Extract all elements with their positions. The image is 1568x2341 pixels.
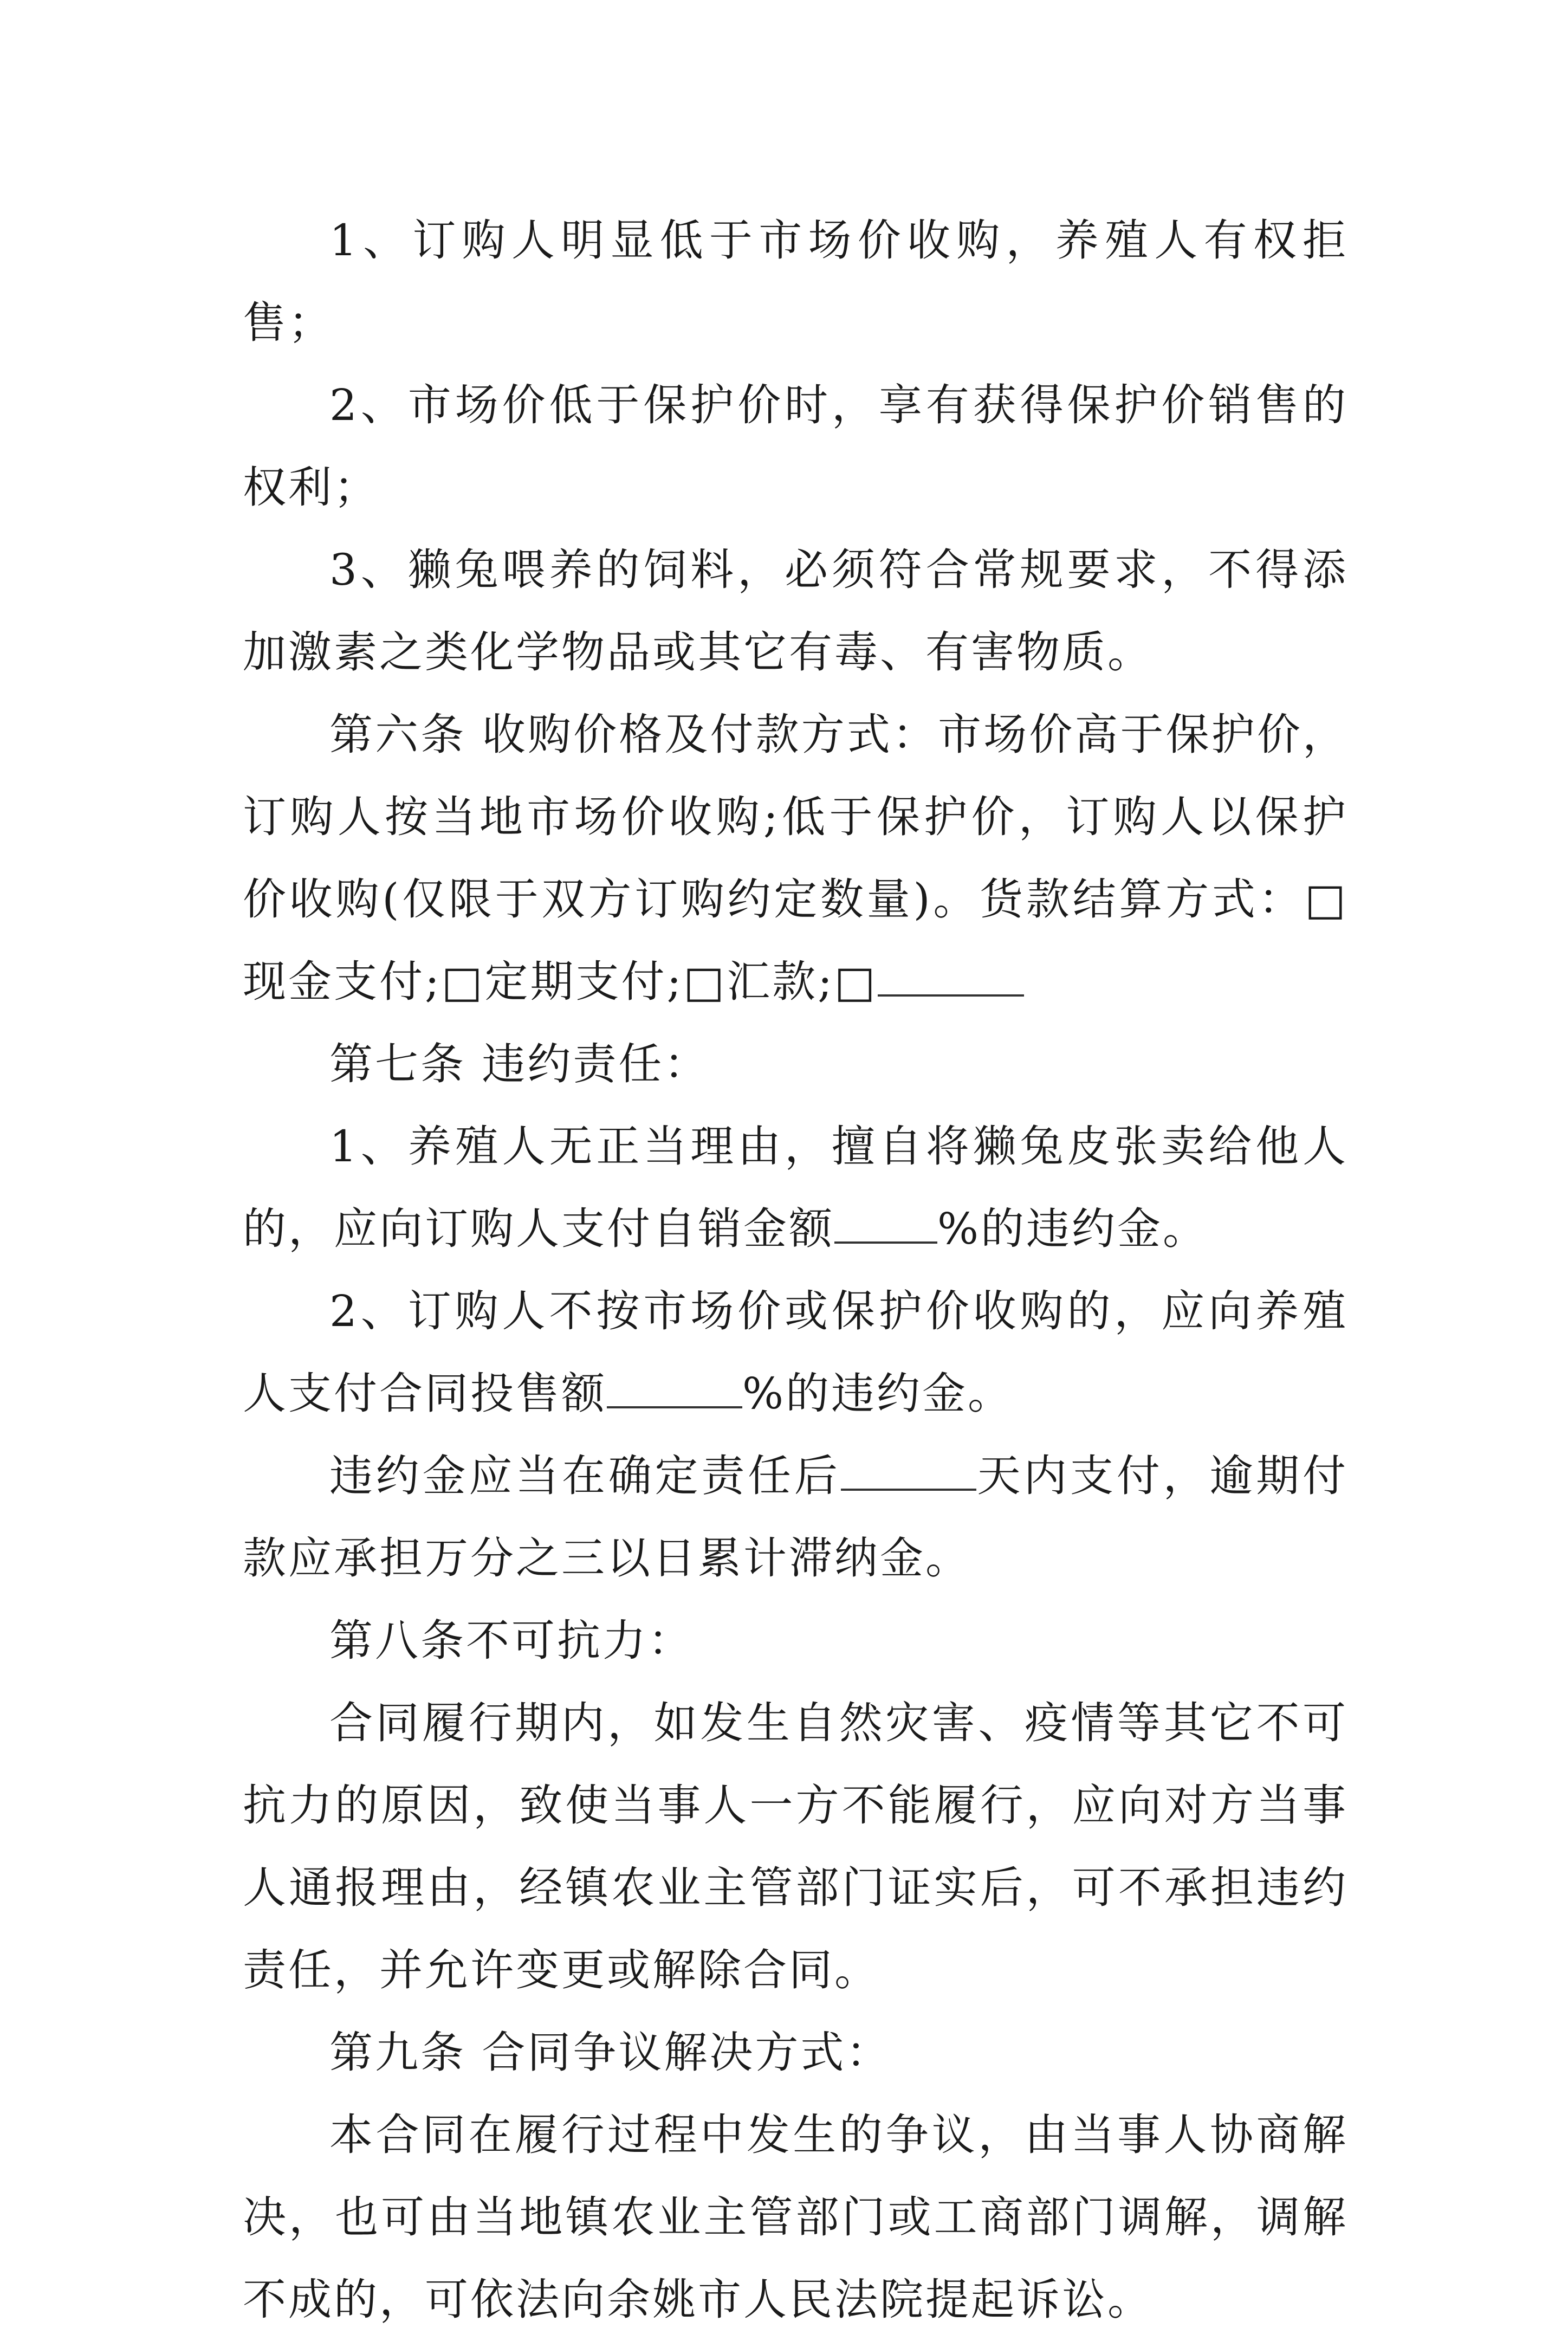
- paragraph-purchaser-below-market: 1、订购人明显低于市场价收购，养殖人有权拒售；: [243, 215, 1348, 348]
- penalty-payment-suffix: 天内支付，逾期付款应承担万分之三以日累计滞纳金。: [243, 1451, 1349, 1583]
- paragraph-protection-price-right: 2、市场价低于保护价时，享有获得保护价销售的权利；: [243, 380, 1348, 513]
- penalty-payment-text: 违约金应当在确定责任后: [329, 1451, 841, 1501]
- paragraph-feed-requirements: 3、獭兔喂养的饲料，必须符合常规要求，不得添加激素之类化学物品或其它有毒、有害物质。: [243, 545, 1348, 677]
- breeder-breach-text: 1、养殖人无正当理由，擅自将獭兔皮张卖给他人的，应向订购人支付自销金额: [243, 1121, 1348, 1254]
- paragraph-breeder-breach: [243, 1105, 1348, 1270]
- paragraph-penalty-payment: [243, 1435, 1348, 1600]
- blank-self-sale-percent[interactable]: [834, 1206, 937, 1244]
- document-body: [243, 199, 1348, 2341]
- heading-article-9: 第九条 合同争议解决方式：: [329, 2027, 892, 2078]
- paragraph-purchaser-breach: [243, 1270, 1348, 1435]
- blank-sales-percent[interactable]: [607, 1370, 742, 1408]
- paragraph-article-6-pricing: [243, 694, 1348, 1023]
- paragraph-dispute-resolution: 本合同在履行过程中发生的争议，由当事人协商解决，也可由当地镇农业主管部门或工商部门调解，调解不成的，可依法向余姚市人民法院提起诉讼。: [243, 2110, 1348, 2325]
- purchaser-breach-suffix: %的违约金。: [742, 1368, 1014, 1419]
- article-6-text: 第六条 收购价格及付款方式：市场价高于保护价，订购人按当地市场价收购;低于保护价，订购人以保护价收购(仅限于双方订购约定数量)。货款结算方式：□现金支付;□定期支付;□汇款;□: [243, 709, 1348, 1007]
- blank-payment-days[interactable]: [841, 1453, 976, 1491]
- breeder-breach-suffix: %的违约金。: [937, 1204, 1209, 1254]
- blank-other-payment-method[interactable]: [878, 959, 1024, 997]
- paragraph-force-majeure: 合同履行期内，如发生自然灾害、疫情等其它不可抗力的原因，致使当事人一方不能履行，应向对方当事人通报理由，经镇农业主管部门证实后，可不承担违约责任，并允许变更或解除合同。: [243, 1698, 1348, 1995]
- heading-article-7: 第七条 违约责任：: [329, 1039, 710, 1089]
- purchaser-breach-text: 2、订购人不按市场价或保护价收购的，应向养殖人支付合同投售额: [243, 1286, 1348, 1419]
- heading-article-8: 第八条不可抗力：: [329, 1615, 694, 1666]
